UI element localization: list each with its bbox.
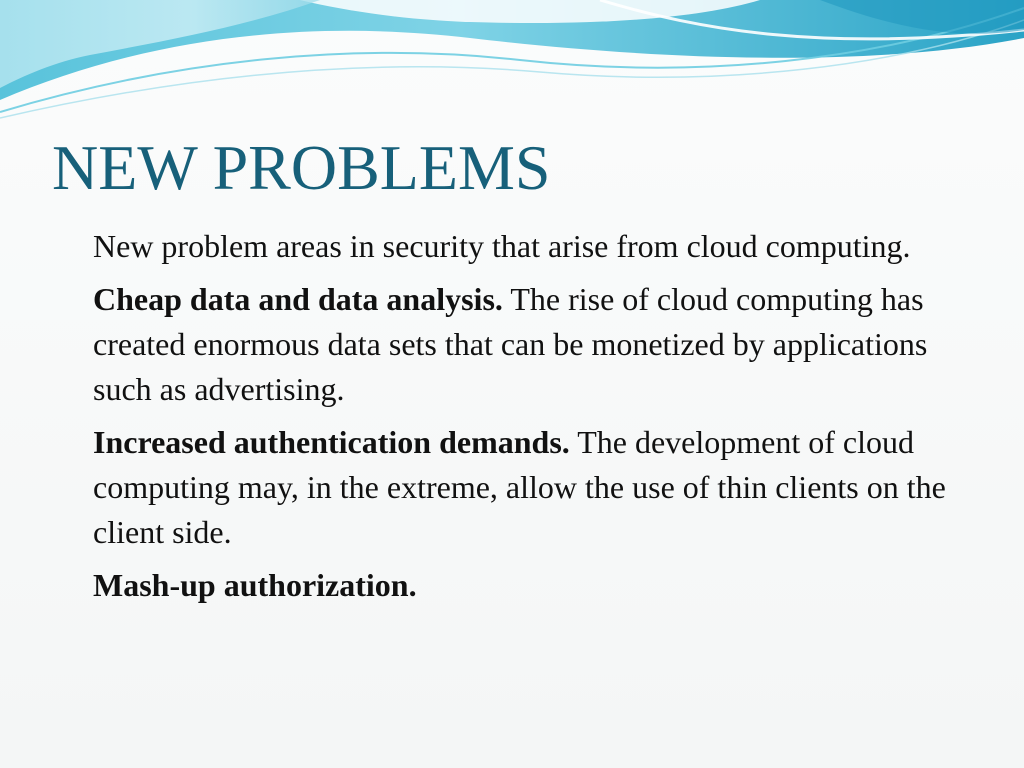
paragraph-heading: Increased authentication demands. <box>93 424 570 460</box>
slide-body <box>93 224 973 616</box>
paragraph-text: New problem areas in security that arise from cloud computing. <box>93 228 911 264</box>
header-wave-decoration <box>0 0 1024 130</box>
paragraph-heading: Mash-up authorization. <box>93 567 417 603</box>
paragraph-intro <box>93 224 973 269</box>
paragraph-mashup <box>93 563 973 608</box>
paragraph-heading: Cheap data and data analysis. <box>93 281 503 317</box>
paragraph-cheap-data <box>93 277 973 412</box>
slide-title: NEW PROBLEMS <box>52 132 551 203</box>
paragraph-text: The rise of cloud computing has created enormous data sets that can be monetized by applications such as advertising. <box>93 281 928 407</box>
paragraph-text: The development of cloud computing may, in the extreme, allow the use of thin clients on the client side. <box>93 424 946 550</box>
paragraph-authentication <box>93 420 973 555</box>
